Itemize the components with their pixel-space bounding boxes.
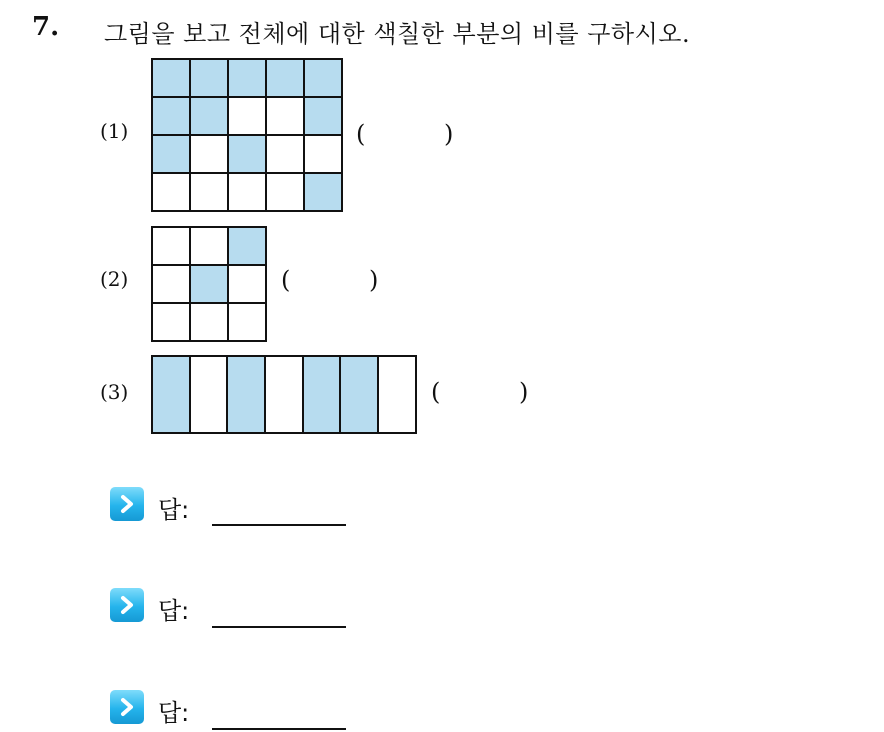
answer-label-1: 답:	[158, 496, 190, 524]
empty-cell	[190, 173, 228, 211]
grid-2	[151, 226, 267, 342]
open-paren-1: (	[356, 120, 366, 148]
empty-cell	[228, 265, 266, 303]
shaded-cell	[227, 356, 265, 433]
grid-1	[151, 58, 343, 212]
shaded-cell	[304, 59, 342, 97]
shaded-cell	[152, 97, 190, 135]
empty-cell	[266, 173, 304, 211]
grid-3	[151, 355, 417, 434]
shaded-cell	[190, 265, 228, 303]
empty-cell	[190, 227, 228, 265]
empty-cell	[152, 173, 190, 211]
shaded-cell	[190, 97, 228, 135]
open-paren-3: (	[431, 378, 441, 406]
answer-row-3	[110, 690, 144, 724]
chevron-right-icon	[110, 487, 144, 521]
empty-cell	[266, 97, 304, 135]
shaded-cell	[228, 227, 266, 265]
close-paren-3: )	[519, 378, 529, 406]
answer-label-3: 답:	[158, 699, 190, 727]
empty-cell	[265, 356, 303, 433]
shaded-cell	[228, 59, 266, 97]
empty-cell	[304, 135, 342, 173]
shaded-cell	[190, 59, 228, 97]
empty-cell	[228, 97, 266, 135]
answer-blank-1[interactable]	[212, 524, 346, 526]
shaded-cell	[152, 59, 190, 97]
shaded-cell	[304, 173, 342, 211]
empty-cell	[152, 227, 190, 265]
shaded-cell	[303, 356, 341, 433]
close-paren-2: )	[369, 266, 379, 294]
shaded-cell	[152, 356, 190, 433]
empty-cell	[190, 303, 228, 341]
empty-cell	[152, 265, 190, 303]
open-paren-2: (	[281, 266, 291, 294]
question-number: 7.	[32, 12, 60, 42]
answer-row-1	[110, 487, 144, 521]
empty-cell	[228, 173, 266, 211]
answer-label-2: 답:	[158, 597, 190, 625]
empty-cell	[190, 356, 228, 433]
problem-label-2: (2)	[100, 267, 129, 291]
empty-cell	[378, 356, 416, 433]
shaded-cell	[152, 135, 190, 173]
problem-label-1: (1)	[100, 119, 129, 143]
empty-cell	[266, 135, 304, 173]
answer-blank-3[interactable]	[212, 728, 346, 730]
empty-cell	[152, 303, 190, 341]
empty-cell	[190, 135, 228, 173]
chevron-right-icon	[110, 588, 144, 622]
shaded-cell	[228, 135, 266, 173]
close-paren-1: )	[444, 120, 454, 148]
chevron-right-icon	[110, 690, 144, 724]
answer-row-2	[110, 588, 144, 622]
problem-label-3: (3)	[100, 380, 129, 404]
question-text: 그림을 보고 전체에 대한 색칠한 부분의 비를 구하시오.	[104, 20, 691, 48]
shaded-cell	[340, 356, 378, 433]
shaded-cell	[266, 59, 304, 97]
empty-cell	[228, 303, 266, 341]
shaded-cell	[304, 97, 342, 135]
answer-blank-2[interactable]	[212, 626, 346, 628]
